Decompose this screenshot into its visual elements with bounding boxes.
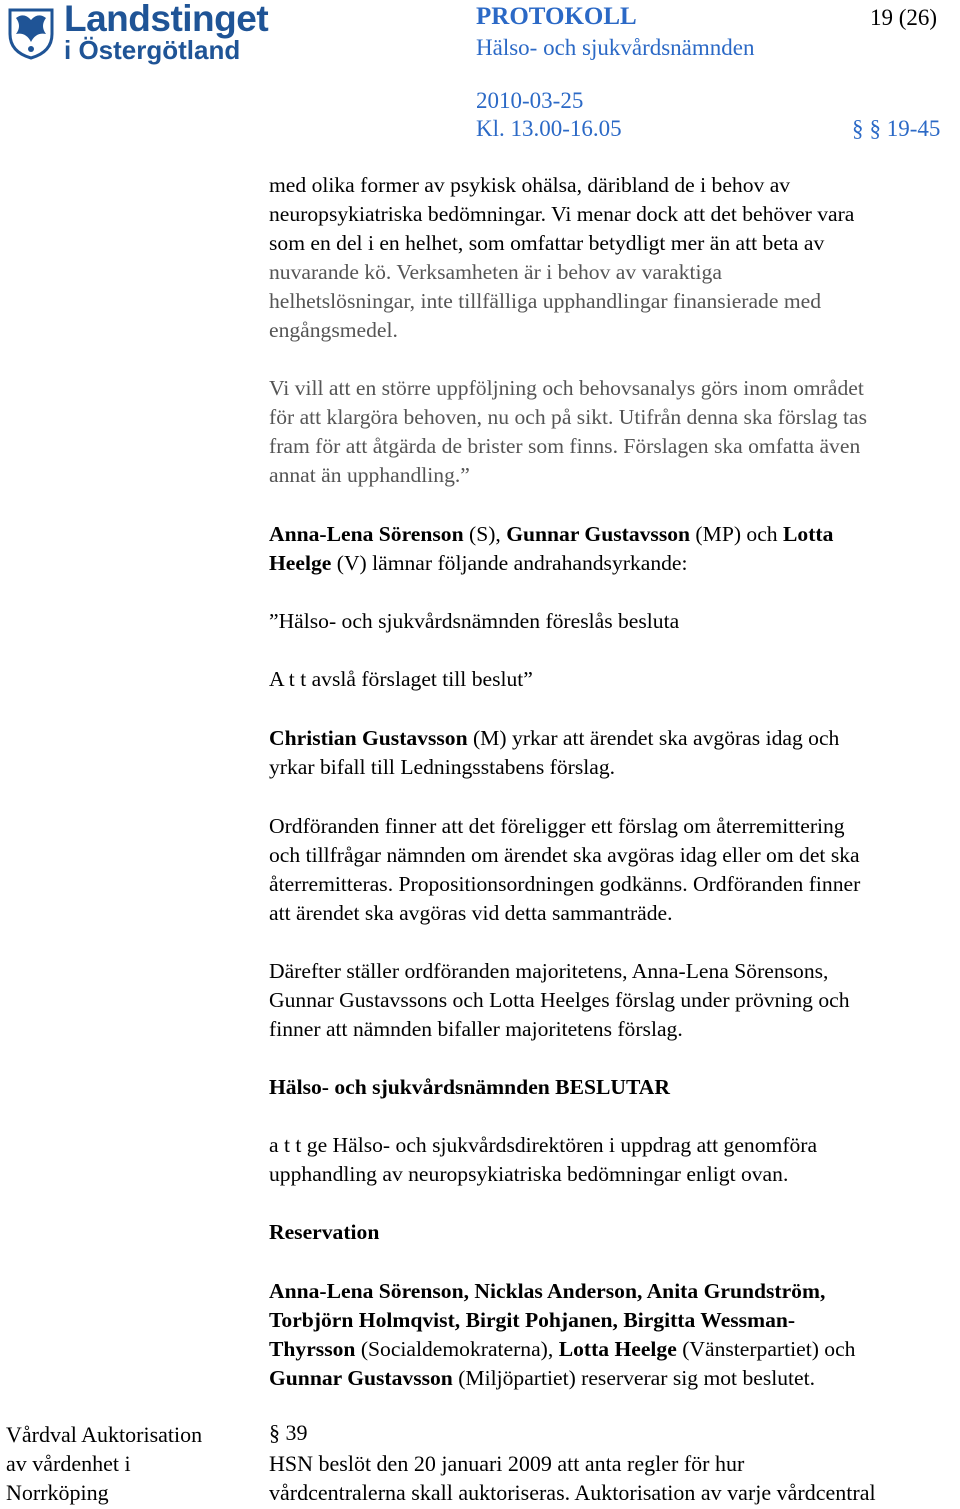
text-line: Torbjörn Holmqvist, Birgit Pohjanen, Birgitta Wessman- bbox=[269, 1308, 796, 1332]
text-line: upphandling av neuropsykiatriska bedömningar enligt ovan. bbox=[269, 1162, 789, 1186]
text-line: vårdcentralerna skall auktoriseras. Auktorisation av varje vårdcentral bbox=[269, 1480, 876, 1505]
text-line: Gunnar Gustavssons och Lotta Heelges förslag under prövning och bbox=[269, 988, 850, 1012]
paragraph-8 bbox=[269, 957, 959, 1044]
paragraph-2 bbox=[269, 374, 959, 490]
text-line: för att klargöra behoven, nu och på sikt. Utifrån denna ska förslag tas bbox=[269, 405, 868, 429]
text-line: fram för att åtgärda de brister som finns. Förslagen ska omfatta även bbox=[269, 434, 861, 458]
meeting-date: 2010-03-25 bbox=[476, 88, 584, 113]
text-line: av vårdenhet i bbox=[6, 1451, 131, 1476]
section-text bbox=[269, 1449, 876, 1507]
person-name: Heelge bbox=[269, 551, 332, 575]
text-line: Anna-Lena Sörenson, Nicklas Anderson, Anita Grundström, bbox=[269, 1279, 826, 1303]
paragraph-3 bbox=[269, 520, 959, 578]
text-line: Därefter ställer ordföranden majoritetens, Anna-Lena Sörensons, bbox=[269, 959, 829, 983]
text-line: nuvarande kö. Verksamheten är i behov av varaktiga bbox=[269, 260, 722, 284]
text-fragment: (Miljöpartiet) reserverar sig mot beslutet. bbox=[452, 1366, 816, 1390]
paragraph-ref: § 19-45 bbox=[869, 116, 941, 141]
person-name: Gunnar Gustavsson bbox=[269, 1366, 453, 1390]
text-line: engångsmedel. bbox=[269, 318, 398, 342]
text-line: Ordföranden finner att det föreligger ett förslag om återremittering bbox=[269, 814, 845, 838]
proposal-quote: ”Hälso- och sjukvårdsnämnden föreslås besluta bbox=[269, 609, 680, 633]
text-line: återremitteras. Propositionsordningen godkänns. Ordföranden finner bbox=[269, 872, 861, 896]
person-name: Thyrsson bbox=[269, 1337, 356, 1361]
document-type: PROTOKOLL bbox=[476, 3, 637, 30]
section-title bbox=[6, 1420, 202, 1507]
text-fragment: (MP) och bbox=[690, 522, 783, 546]
text-fragment: (V) lämnar följande andrahandsyrkande: bbox=[331, 551, 688, 575]
page-number: 19 (26) bbox=[870, 5, 938, 30]
proposal-clause: A t t avslå förslaget till beslut” bbox=[269, 667, 533, 691]
text-line: HSN beslöt den 20 januari 2009 att anta regler för hur bbox=[269, 1451, 745, 1476]
text-line: neuropsykiatriska bedömningar. Vi menar dock att det behöver vara bbox=[269, 202, 855, 226]
person-name: Christian Gustavsson bbox=[269, 726, 468, 750]
text-line: att ärendet ska avgöras vid detta sammanträde. bbox=[269, 901, 673, 925]
paragraph-6 bbox=[269, 724, 959, 782]
text-fragment: (Socialdemokraterna), bbox=[355, 1337, 559, 1361]
reservation-heading: Reservation bbox=[269, 1220, 380, 1244]
committee-name: Hälso- och sjukvårdsnämnden bbox=[476, 35, 755, 60]
reservation-text bbox=[269, 1277, 959, 1393]
text-line: a t t ge Hälso- och sjukvårdsdirektören i uppdrag att genomföra bbox=[269, 1133, 818, 1157]
decision-heading: Hälso- och sjukvårdsnämnden BESLUTAR bbox=[269, 1075, 670, 1099]
paragraph-1 bbox=[269, 171, 959, 345]
text-line: annat än upphandling.” bbox=[269, 463, 470, 487]
text-line: Norrköping bbox=[6, 1480, 109, 1505]
text-line: med olika former av psykisk ohälsa, däribland de i behov av bbox=[269, 173, 791, 197]
text-line: yrkar bifall till Ledningsstabens förslag. bbox=[269, 755, 616, 779]
text-line: Vi vill att en större uppföljning och behovsanalys görs inom området bbox=[269, 376, 864, 400]
text-line: som en del i en helhet, som omfattar betydligt mer än att beta av bbox=[269, 231, 825, 255]
person-name: Gunnar Gustavsson bbox=[506, 522, 691, 546]
logo-line2: i Östergötland bbox=[64, 35, 241, 65]
text-line: helhetslösningar, inte tillfälliga upphandlingar finansierade med bbox=[269, 289, 822, 313]
text-line: finner att nämnden bifaller majoritetens förslag. bbox=[269, 1017, 683, 1041]
text-fragment: (Vänsterpartiet) och bbox=[676, 1337, 856, 1361]
meeting-time: Kl. 13.00-16.05 bbox=[476, 116, 622, 141]
section-paragraph-number: § 39 bbox=[269, 1420, 308, 1445]
paragraph-sign-icon: § bbox=[852, 116, 864, 141]
text-fragment: (S), bbox=[463, 522, 507, 546]
decision-text bbox=[269, 1131, 959, 1189]
text-line: Vårdval Auktorisation bbox=[6, 1422, 203, 1447]
paragraph-7 bbox=[269, 812, 959, 928]
logo-line1: Landstinget bbox=[64, 0, 269, 39]
person-name: Lotta bbox=[783, 522, 834, 546]
text-fragment: (M) yrkar att ärendet ska avgöras idag och bbox=[467, 726, 840, 750]
person-name: Lotta Heelge bbox=[558, 1337, 677, 1361]
person-name: Anna-Lena Sörenson bbox=[269, 522, 464, 546]
landstinget-emblem-icon bbox=[6, 4, 56, 60]
text-line: och tillfrågar nämnden om ärendet ska avgöras idag eller om det ska bbox=[269, 843, 860, 867]
landstinget-logo bbox=[4, 0, 269, 66]
paragraph-range bbox=[852, 116, 940, 142]
